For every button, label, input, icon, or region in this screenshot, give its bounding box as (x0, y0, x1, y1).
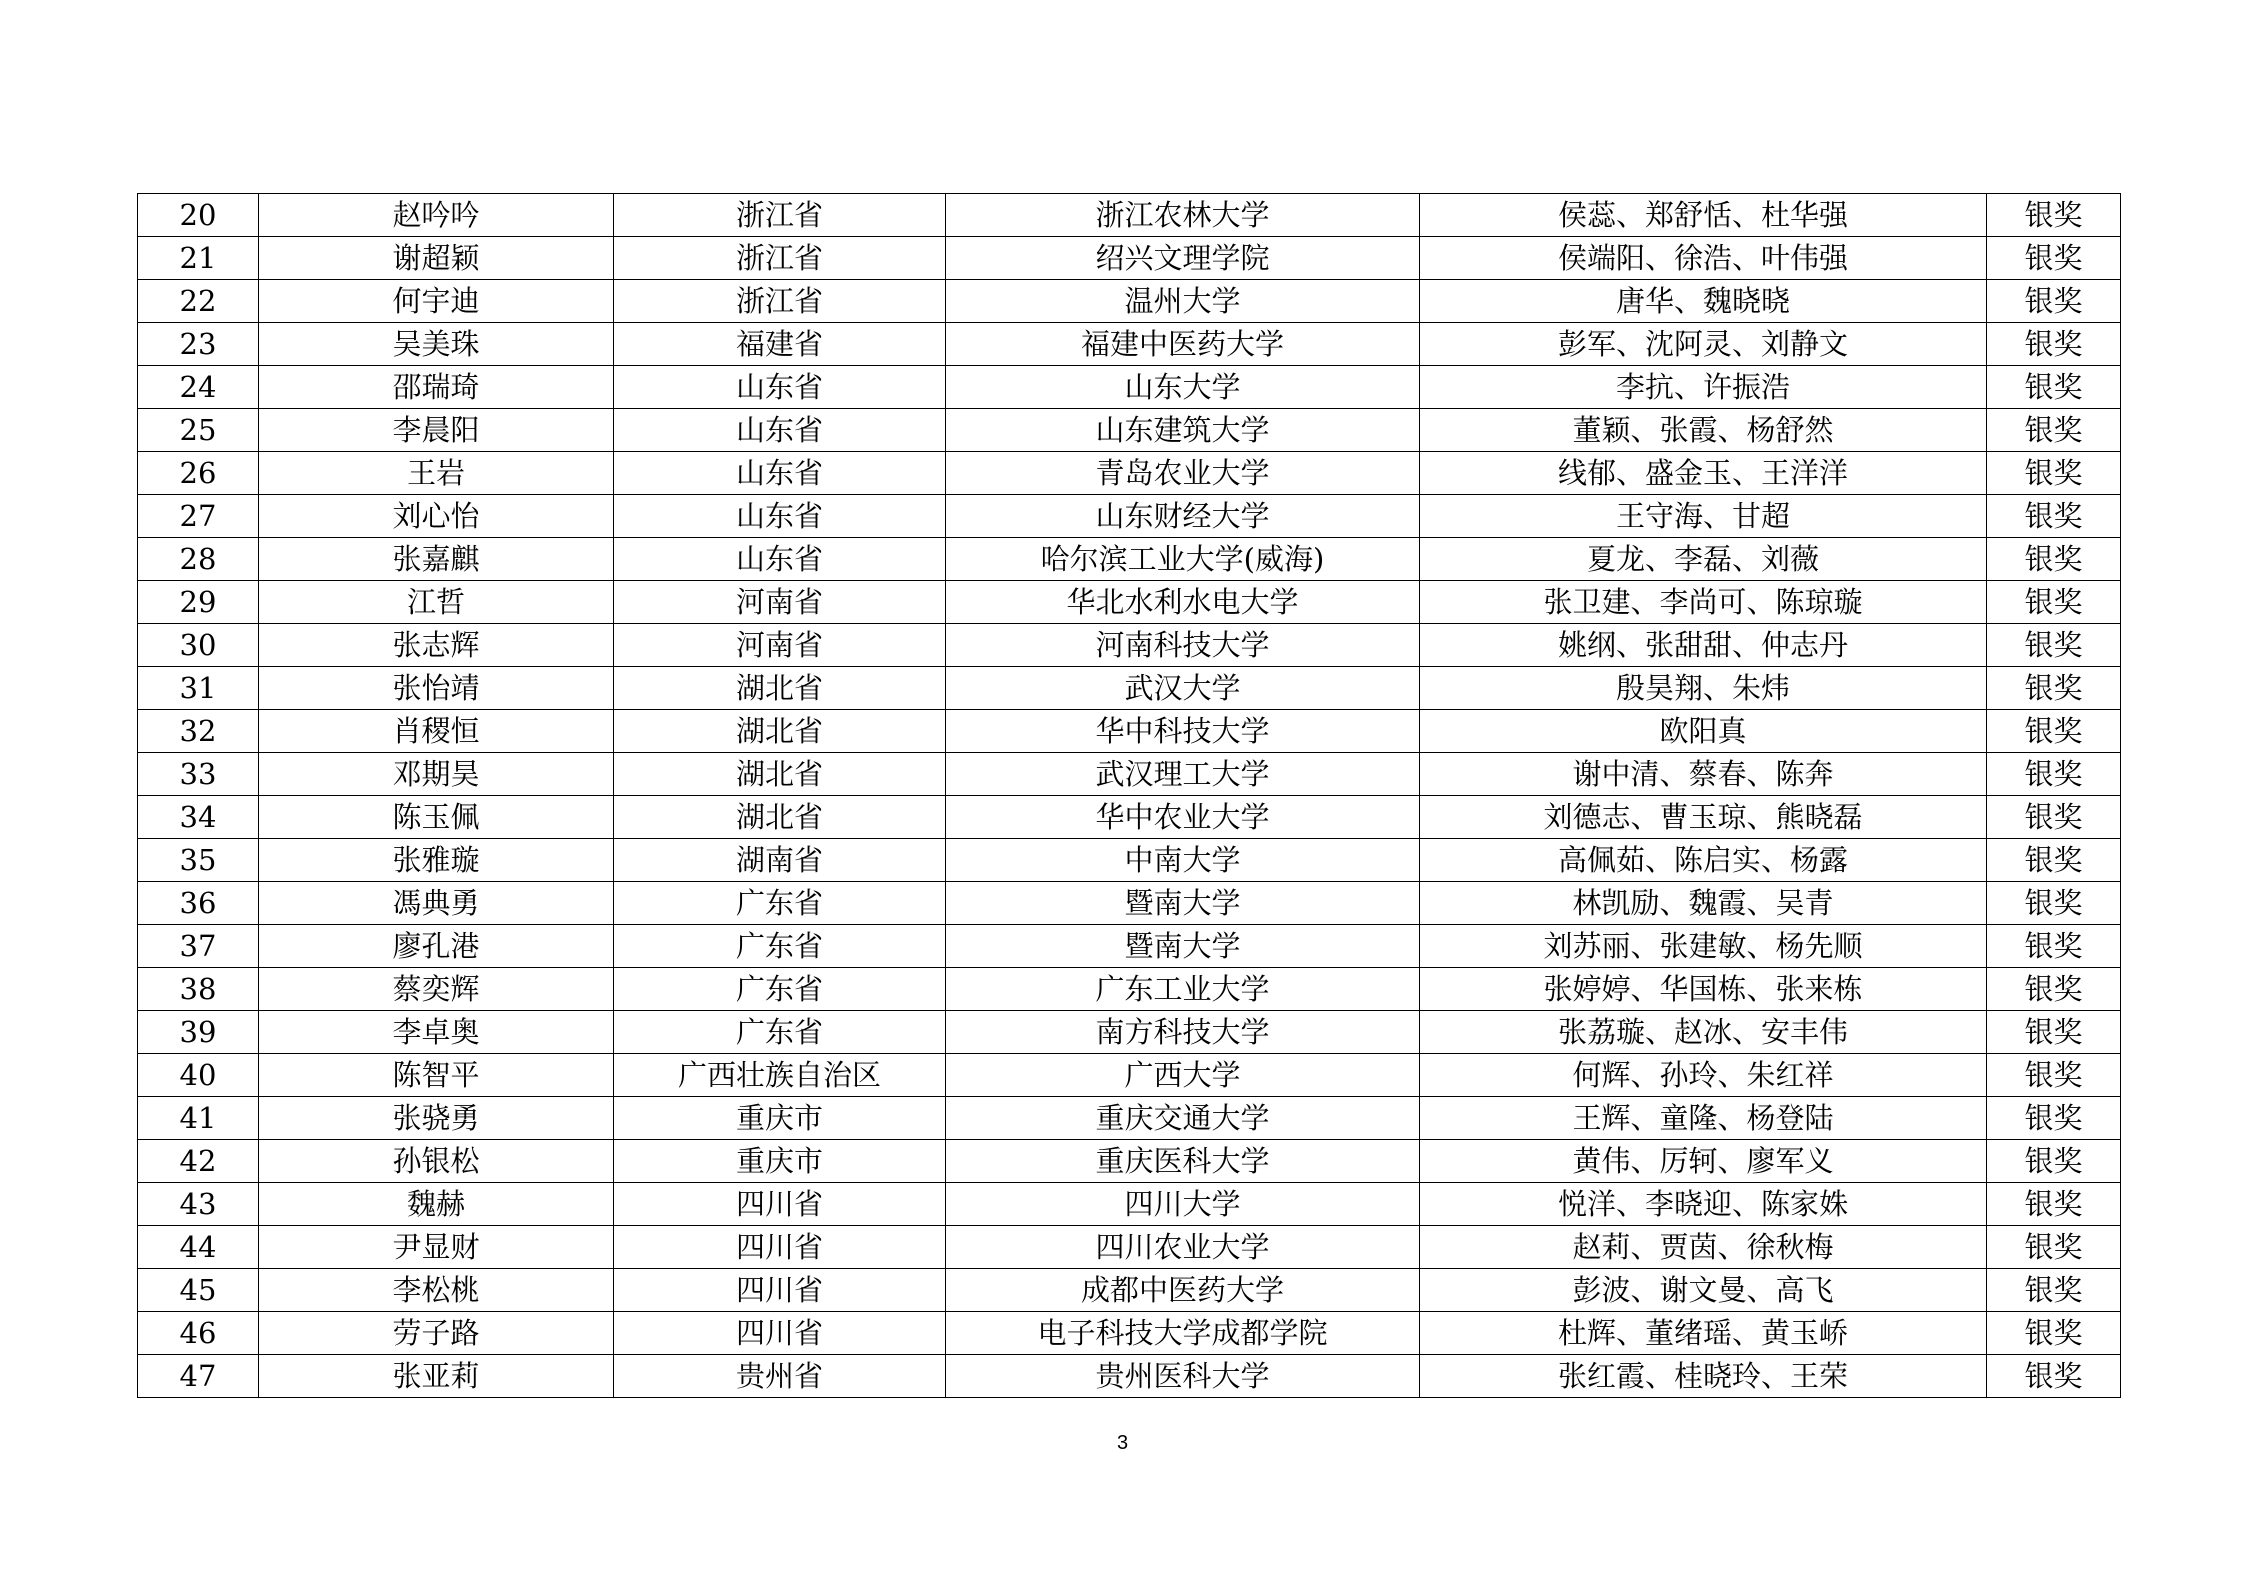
award-cell: 银奖 (1987, 753, 2121, 796)
winner-name-cell: 张雅璇 (259, 839, 614, 882)
winner-name-cell: 张志辉 (259, 624, 614, 667)
award-table-body (138, 194, 2121, 1398)
award-cell: 银奖 (1987, 581, 2121, 624)
row-number-cell: 36 (138, 882, 259, 925)
province-cell: 湖北省 (614, 667, 946, 710)
school-cell: 暨南大学 (946, 925, 1420, 968)
award-cell: 银奖 (1987, 925, 2121, 968)
winner-name-cell: 刘心怡 (259, 495, 614, 538)
row-number-cell: 20 (138, 194, 259, 237)
table-row (138, 280, 2121, 323)
row-number-cell: 45 (138, 1269, 259, 1312)
row-number-cell: 41 (138, 1097, 259, 1140)
advisors-cell: 林凯励、魏霞、吴青 (1420, 882, 1987, 925)
row-number-cell: 37 (138, 925, 259, 968)
winner-name-cell: 张怡靖 (259, 667, 614, 710)
row-number-cell: 39 (138, 1011, 259, 1054)
winner-name-cell: 蔡奕辉 (259, 968, 614, 1011)
advisors-cell: 殷昊翔、朱炜 (1420, 667, 1987, 710)
advisors-cell: 欧阳真 (1420, 710, 1987, 753)
school-cell: 武汉理工大学 (946, 753, 1420, 796)
row-number-cell: 38 (138, 968, 259, 1011)
award-table (137, 193, 2121, 1398)
table-row (138, 710, 2121, 753)
award-cell: 银奖 (1987, 366, 2121, 409)
school-cell: 山东大学 (946, 366, 1420, 409)
table-row (138, 667, 2121, 710)
winner-name-cell: 劳子路 (259, 1312, 614, 1355)
row-number-cell: 24 (138, 366, 259, 409)
award-cell: 银奖 (1987, 882, 2121, 925)
table-row (138, 194, 2121, 237)
winner-name-cell: 谢超颖 (259, 237, 614, 280)
award-cell: 银奖 (1987, 1269, 2121, 1312)
winner-name-cell: 魏赫 (259, 1183, 614, 1226)
province-cell: 福建省 (614, 323, 946, 366)
school-cell: 重庆交通大学 (946, 1097, 1420, 1140)
award-cell: 银奖 (1987, 1183, 2121, 1226)
row-number-cell: 32 (138, 710, 259, 753)
table-row (138, 968, 2121, 1011)
winner-name-cell: 王岩 (259, 452, 614, 495)
award-cell: 银奖 (1987, 839, 2121, 882)
award-cell: 银奖 (1987, 1140, 2121, 1183)
province-cell: 湖北省 (614, 796, 946, 839)
province-cell: 湖北省 (614, 753, 946, 796)
winner-name-cell: 尹显财 (259, 1226, 614, 1269)
table-row (138, 1054, 2121, 1097)
advisors-cell: 赵莉、贾茵、徐秋梅 (1420, 1226, 1987, 1269)
row-number-cell: 31 (138, 667, 259, 710)
advisors-cell: 李抗、许振浩 (1420, 366, 1987, 409)
winner-name-cell: 邓期昊 (259, 753, 614, 796)
school-cell: 福建中医药大学 (946, 323, 1420, 366)
page-number: 3 (1116, 1432, 1129, 1454)
school-cell: 四川大学 (946, 1183, 1420, 1226)
province-cell: 四川省 (614, 1183, 946, 1226)
row-number-cell: 33 (138, 753, 259, 796)
table-row (138, 1226, 2121, 1269)
winner-name-cell: 何宇迪 (259, 280, 614, 323)
award-cell: 银奖 (1987, 495, 2121, 538)
school-cell: 山东建筑大学 (946, 409, 1420, 452)
table-row (138, 581, 2121, 624)
school-cell: 中南大学 (946, 839, 1420, 882)
row-number-cell: 23 (138, 323, 259, 366)
province-cell: 重庆市 (614, 1140, 946, 1183)
advisors-cell: 张荔璇、赵冰、安丰伟 (1420, 1011, 1987, 1054)
advisors-cell: 侯端阳、徐浩、叶伟强 (1420, 237, 1987, 280)
school-cell: 浙江农林大学 (946, 194, 1420, 237)
winner-name-cell: 张嘉麒 (259, 538, 614, 581)
winner-name-cell: 肖稷恒 (259, 710, 614, 753)
table-row (138, 1011, 2121, 1054)
school-cell: 哈尔滨工业大学(威海) (946, 538, 1420, 581)
table-row (138, 366, 2121, 409)
award-cell: 银奖 (1987, 194, 2121, 237)
award-cell: 银奖 (1987, 624, 2121, 667)
award-cell: 银奖 (1987, 323, 2121, 366)
row-number-cell: 44 (138, 1226, 259, 1269)
winner-name-cell: 廖孔港 (259, 925, 614, 968)
award-cell: 银奖 (1987, 237, 2121, 280)
advisors-cell: 杜辉、董绪瑶、黄玉峤 (1420, 1312, 1987, 1355)
school-cell: 四川农业大学 (946, 1226, 1420, 1269)
province-cell: 浙江省 (614, 237, 946, 280)
advisors-cell: 张红霞、桂晓玲、王荣 (1420, 1355, 1987, 1398)
advisors-cell: 彭波、谢文曼、高飞 (1420, 1269, 1987, 1312)
winner-name-cell: 吴美珠 (259, 323, 614, 366)
province-cell: 广东省 (614, 925, 946, 968)
province-cell: 河南省 (614, 581, 946, 624)
province-cell: 广东省 (614, 1011, 946, 1054)
table-row (138, 1269, 2121, 1312)
winner-name-cell: 李松桃 (259, 1269, 614, 1312)
advisors-cell: 张婷婷、华国栋、张来栋 (1420, 968, 1987, 1011)
province-cell: 浙江省 (614, 280, 946, 323)
table-row (138, 882, 2121, 925)
advisors-cell: 王守海、甘超 (1420, 495, 1987, 538)
advisors-cell: 姚纲、张甜甜、仲志丹 (1420, 624, 1987, 667)
province-cell: 河南省 (614, 624, 946, 667)
advisors-cell: 黄伟、厉轲、廖军义 (1420, 1140, 1987, 1183)
award-cell: 银奖 (1987, 1097, 2121, 1140)
winner-name-cell: 馮典勇 (259, 882, 614, 925)
winner-name-cell: 陈智平 (259, 1054, 614, 1097)
winner-name-cell: 邵瑞琦 (259, 366, 614, 409)
table-row (138, 1140, 2121, 1183)
row-number-cell: 42 (138, 1140, 259, 1183)
advisors-cell: 高佩茹、陈启实、杨露 (1420, 839, 1987, 882)
table-row (138, 839, 2121, 882)
row-number-cell: 25 (138, 409, 259, 452)
province-cell: 山东省 (614, 409, 946, 452)
province-cell: 广东省 (614, 968, 946, 1011)
table-row (138, 624, 2121, 667)
row-number-cell: 22 (138, 280, 259, 323)
province-cell: 湖北省 (614, 710, 946, 753)
table-row (138, 1355, 2121, 1398)
province-cell: 浙江省 (614, 194, 946, 237)
row-number-cell: 43 (138, 1183, 259, 1226)
award-cell: 银奖 (1987, 710, 2121, 753)
school-cell: 广东工业大学 (946, 968, 1420, 1011)
school-cell: 华中农业大学 (946, 796, 1420, 839)
province-cell: 四川省 (614, 1226, 946, 1269)
school-cell: 河南科技大学 (946, 624, 1420, 667)
advisors-cell: 刘德志、曹玉琼、熊晓磊 (1420, 796, 1987, 839)
advisors-cell: 刘苏丽、张建敏、杨先顺 (1420, 925, 1987, 968)
advisors-cell: 夏龙、李磊、刘薇 (1420, 538, 1987, 581)
award-cell: 银奖 (1987, 796, 2121, 839)
winner-name-cell: 李卓奥 (259, 1011, 614, 1054)
winner-name-cell: 江哲 (259, 581, 614, 624)
row-number-cell: 26 (138, 452, 259, 495)
school-cell: 华中科技大学 (946, 710, 1420, 753)
award-cell: 银奖 (1987, 667, 2121, 710)
advisors-cell: 何辉、孙玲、朱红祥 (1420, 1054, 1987, 1097)
table-row (138, 452, 2121, 495)
row-number-cell: 46 (138, 1312, 259, 1355)
row-number-cell: 34 (138, 796, 259, 839)
table-row (138, 495, 2121, 538)
province-cell: 湖南省 (614, 839, 946, 882)
school-cell: 南方科技大学 (946, 1011, 1420, 1054)
row-number-cell: 30 (138, 624, 259, 667)
school-cell: 华北水利水电大学 (946, 581, 1420, 624)
award-cell: 银奖 (1987, 1054, 2121, 1097)
advisors-cell: 王辉、童隆、杨登陆 (1420, 1097, 1987, 1140)
award-cell: 银奖 (1987, 280, 2121, 323)
award-cell: 银奖 (1987, 968, 2121, 1011)
province-cell: 山东省 (614, 538, 946, 581)
advisors-cell: 唐华、魏晓晓 (1420, 280, 1987, 323)
table-row (138, 323, 2121, 366)
winner-name-cell: 孙银松 (259, 1140, 614, 1183)
table-row (138, 538, 2121, 581)
award-cell: 银奖 (1987, 409, 2121, 452)
school-cell: 暨南大学 (946, 882, 1420, 925)
school-cell: 绍兴文理学院 (946, 237, 1420, 280)
school-cell: 广西大学 (946, 1054, 1420, 1097)
school-cell: 温州大学 (946, 280, 1420, 323)
row-number-cell: 21 (138, 237, 259, 280)
province-cell: 四川省 (614, 1312, 946, 1355)
school-cell: 贵州医科大学 (946, 1355, 1420, 1398)
province-cell: 山东省 (614, 452, 946, 495)
table-row (138, 925, 2121, 968)
table-row (138, 753, 2121, 796)
school-cell: 山东财经大学 (946, 495, 1420, 538)
table-row (138, 1312, 2121, 1355)
award-cell: 银奖 (1987, 1312, 2121, 1355)
advisors-cell: 谢中清、蔡春、陈奔 (1420, 753, 1987, 796)
row-number-cell: 40 (138, 1054, 259, 1097)
province-cell: 山东省 (614, 366, 946, 409)
school-cell: 重庆医科大学 (946, 1140, 1420, 1183)
advisors-cell: 彭军、沈阿灵、刘静文 (1420, 323, 1987, 366)
row-number-cell: 35 (138, 839, 259, 882)
table-row (138, 409, 2121, 452)
province-cell: 广西壮族自治区 (614, 1054, 946, 1097)
row-number-cell: 28 (138, 538, 259, 581)
award-cell: 银奖 (1987, 538, 2121, 581)
award-cell: 银奖 (1987, 452, 2121, 495)
province-cell: 山东省 (614, 495, 946, 538)
table-row (138, 796, 2121, 839)
winner-name-cell: 李晨阳 (259, 409, 614, 452)
province-cell: 四川省 (614, 1269, 946, 1312)
advisors-cell: 张卫建、李尚可、陈琼璇 (1420, 581, 1987, 624)
province-cell: 贵州省 (614, 1355, 946, 1398)
row-number-cell: 27 (138, 495, 259, 538)
school-cell: 成都中医药大学 (946, 1269, 1420, 1312)
winner-name-cell: 陈玉佩 (259, 796, 614, 839)
winner-name-cell: 张亚莉 (259, 1355, 614, 1398)
advisors-cell: 侯蕊、郑舒恬、杜华强 (1420, 194, 1987, 237)
province-cell: 广东省 (614, 882, 946, 925)
table-row (138, 237, 2121, 280)
winner-name-cell: 张骁勇 (259, 1097, 614, 1140)
advisors-cell: 悦洋、李晓迎、陈家姝 (1420, 1183, 1987, 1226)
table-row (138, 1097, 2121, 1140)
province-cell: 重庆市 (614, 1097, 946, 1140)
advisors-cell: 线郁、盛金玉、王洋洋 (1420, 452, 1987, 495)
table-row (138, 1183, 2121, 1226)
winner-name-cell: 赵吟吟 (259, 194, 614, 237)
advisors-cell: 董颖、张霞、杨舒然 (1420, 409, 1987, 452)
row-number-cell: 47 (138, 1355, 259, 1398)
award-cell: 银奖 (1987, 1355, 2121, 1398)
school-cell: 青岛农业大学 (946, 452, 1420, 495)
award-cell: 银奖 (1987, 1011, 2121, 1054)
school-cell: 武汉大学 (946, 667, 1420, 710)
award-cell: 银奖 (1987, 1226, 2121, 1269)
school-cell: 电子科技大学成都学院 (946, 1312, 1420, 1355)
row-number-cell: 29 (138, 581, 259, 624)
